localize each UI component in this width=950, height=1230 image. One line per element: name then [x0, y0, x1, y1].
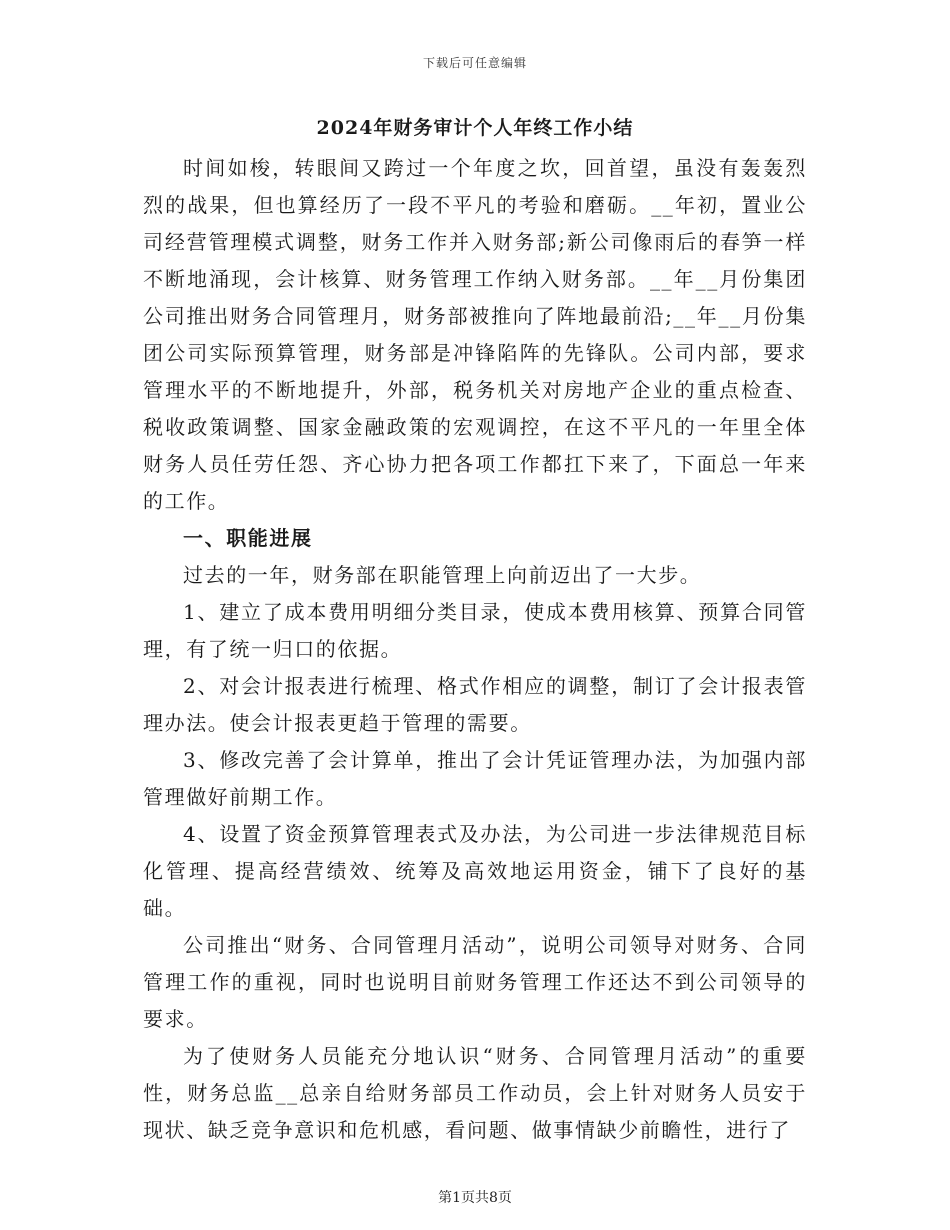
list-item: 1、建立了成本费用明细分类目录，使成本费用核算、预算合同管理，有了统一归口的依据。	[143, 600, 807, 661]
list-item: 3、修改完善了会计算单，推出了会计凭证管理办法，为加强内部管理做好前期工作。	[143, 748, 807, 809]
document-body	[143, 150, 807, 1149]
list-item: 4、设置了资金预算管理表式及办法，为公司进一步法律规范目标化管理、提高经营绩效、统筹及高效地运用资金，铺下了良好的基础。	[143, 822, 807, 920]
paragraph: 为了使财务人员能充分地认识“财务、合同管理月活动”的重要性，财务总监__总亲自给财务部员工作动员，会上针对财务人员安于现状、缺乏竞争意识和危机感，看问题、做事情缺少前瞻性，进行了	[143, 1044, 807, 1142]
document-title: 2024年财务审计个人年终工作小结	[316, 117, 634, 139]
paragraph: 过去的一年，财务部在职能管理上向前迈出了一大步。	[183, 563, 702, 587]
header-note: 下载后可任意编辑	[422, 56, 527, 70]
paragraph: 公司推出“财务、合同管理月活动”，说明公司领导对财务、合同管理工作的重视，同时也说明目前财务管理工作还达不到公司领导的要求。	[143, 933, 807, 1031]
list-item: 2、对会计报表进行梳理、格式作相应的调整，制订了会计报表管理办法。使会计报表更趋于管理的需要。	[143, 674, 807, 735]
paragraph-intro: 时间如梭，转眼间又跨过一个年度之坎，回首望，虽没有轰轰烈烈的战果，但也算经历了一段不平凡的考验和磨砺。__年初，置业公司经营管理模式调整，财务工作并入财务部;新公司像雨后的春笋一样不断地涌现，会计核算、财务管理工作纳入财务部。__年__月份集团公司推出财务合同管理月，财务部被推向了阵地最前沿;__年__月份集团公司实际预算管理，财务部是冲锋陷阵的先锋队。公司内部，要求管理水平的不断地提升，外部，税务机关对房地产企业的重点检查、税收政策调整、国家金融政策的宏观调控，在这不平凡的一年里全体财务人员任劳任怨、齐心协力把各项工作都扛下来了，下面总一年来的工作。	[143, 156, 807, 513]
section-heading: 一、职能进展	[183, 526, 313, 550]
page-number: 第1页共8页	[438, 1190, 512, 1206]
